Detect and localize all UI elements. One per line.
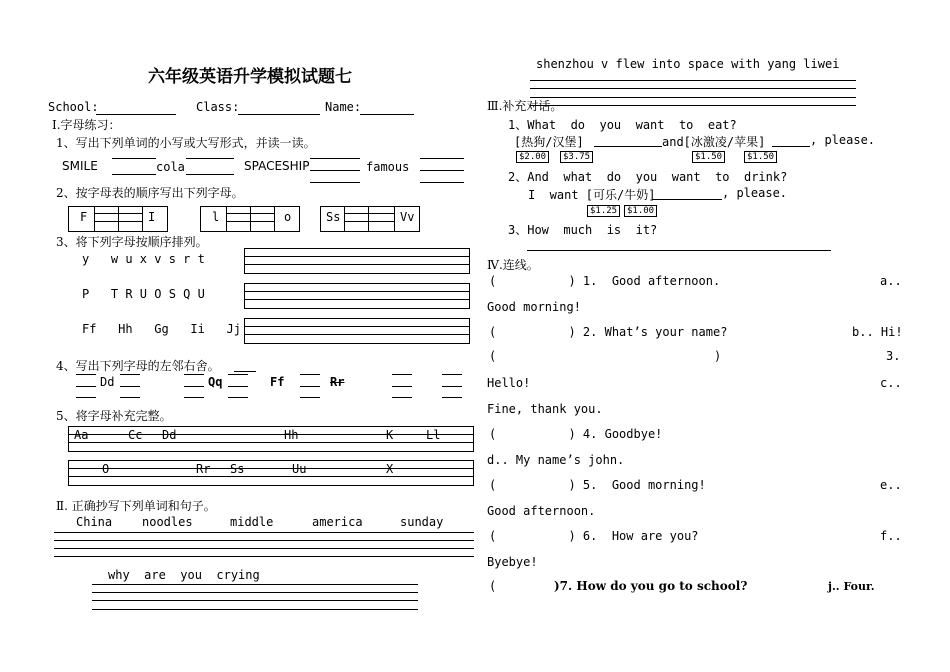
q4-blank[interactable] [392, 397, 412, 398]
section-3-heading: Ⅲ.补充对话。 [487, 99, 563, 113]
q4-blank[interactable] [184, 374, 204, 375]
q4-letter-ff: Ff [270, 375, 285, 389]
q1-blank-1a[interactable] [112, 158, 156, 159]
q4-blank[interactable] [120, 374, 140, 375]
q5-letter: Hh [284, 428, 299, 442]
q2-box-1-end: I [148, 210, 156, 224]
copy-line[interactable] [54, 548, 474, 549]
q1-blank-4c[interactable] [420, 182, 464, 183]
q2-divider [250, 206, 251, 231]
match-item-6: ( ) 6. How are you? [489, 529, 699, 543]
copy-line[interactable] [54, 556, 474, 557]
match-text: Good morning! [487, 300, 581, 314]
price-tag: $3.75 [560, 151, 593, 163]
q1-word-cola: cola [156, 160, 185, 174]
q5-letter: Rr [196, 462, 211, 476]
q4-blank[interactable] [184, 397, 204, 398]
match-text: Hello! [487, 376, 531, 390]
q1-word-smile: SMILE [62, 159, 98, 173]
copy-line[interactable] [92, 609, 418, 610]
copy-line[interactable] [530, 105, 856, 106]
q1-blank-3c[interactable] [310, 182, 360, 183]
q5-letter: Aa [74, 428, 89, 442]
copy-line[interactable] [92, 592, 418, 593]
q4-blank[interactable] [300, 397, 320, 398]
q4-blank[interactable] [392, 386, 412, 387]
q4-blank[interactable] [120, 397, 140, 398]
q5-letter: K [386, 428, 394, 442]
q1-blank-2a[interactable] [186, 158, 234, 159]
dialog-blank[interactable] [527, 250, 831, 251]
q2-divider [118, 206, 119, 231]
q2-box-2-start: l [212, 210, 220, 224]
q5-letter: Cc [128, 428, 143, 442]
q1-instruction: 1、写出下列单词的小写或大写形式，并读一读。 [56, 136, 316, 150]
q3-box-3[interactable] [244, 318, 470, 344]
q5-letter: Uu [292, 462, 307, 476]
match-text: Byebye! [487, 555, 538, 569]
copy-sentence-right: shenzhou v flew into space with yang liwei [536, 57, 840, 71]
q1-blank-1b[interactable] [112, 174, 156, 175]
q5-guide [68, 468, 473, 469]
q1-word-famous: famous [366, 160, 410, 174]
q3-row-2: P T R U O S Q U [82, 287, 205, 301]
match-option-a: a.. [880, 274, 902, 288]
match-item-5: ( ) 5. Good morning! [489, 478, 706, 492]
copy-line[interactable] [92, 600, 418, 601]
section-4-heading: Ⅳ.连线。 [487, 258, 539, 272]
q4-blank[interactable] [442, 397, 462, 398]
copy-word: noodles [142, 515, 193, 529]
q4-blank[interactable] [228, 397, 248, 398]
price-tag: $1.00 [624, 205, 657, 217]
q4-letter-qq: Qq [208, 375, 223, 389]
q5-letter: O [102, 462, 110, 476]
q2-divider [344, 206, 345, 231]
q4-blank[interactable] [300, 386, 320, 387]
dialog-q3: 3、How much is it? [508, 223, 658, 237]
q4-blank[interactable] [228, 386, 248, 387]
name-blank[interactable] [360, 114, 414, 115]
copy-sentence: why are you crying [108, 568, 260, 582]
copy-line[interactable] [54, 532, 474, 533]
q2-guide [94, 213, 142, 214]
q1-blank-3b[interactable] [310, 170, 360, 171]
match-item-3-num: 3. [886, 349, 901, 363]
match-text: Good afternoon. [487, 504, 596, 518]
dialog-q2-end: , please. [722, 186, 788, 200]
copy-line[interactable] [54, 540, 474, 541]
match-option-f: f.. [880, 529, 902, 543]
q5-guide [68, 476, 473, 477]
q2-instruction: 2、按字母表的顺序写出下列字母。 [56, 186, 244, 200]
q2-box-1-start: F [80, 210, 88, 224]
price-tag: $1.50 [692, 151, 725, 163]
copy-line[interactable] [530, 80, 856, 81]
dialog-blank[interactable] [652, 199, 722, 200]
q4-blank[interactable] [392, 374, 412, 375]
copy-word: america [312, 515, 363, 529]
page-title: 六年级英语升学模拟试题七 [148, 67, 352, 87]
match-item-7-open: ( [489, 579, 497, 593]
q4-blank[interactable] [228, 374, 248, 375]
q2-guide [226, 221, 274, 222]
q4-blank[interactable] [442, 386, 462, 387]
match-item-3-close: ) [714, 349, 722, 363]
q3-guide [244, 299, 469, 300]
price-tag: $1.25 [587, 205, 620, 217]
q4-blank[interactable] [442, 374, 462, 375]
q2-box-3-end: Vv [400, 210, 415, 224]
price-tag: $1.50 [744, 151, 777, 163]
q4-letter-dd: Dd [100, 375, 115, 389]
dialog-q1-option-a: [热狗/汉堡] [514, 135, 584, 149]
q4-blank[interactable] [76, 374, 96, 375]
q3-guide [244, 256, 469, 257]
q4-instruction: 4、写出下列字母的左邻右舍。 [56, 359, 220, 373]
q5-letter: Ll [426, 428, 441, 442]
q4-blank[interactable] [76, 386, 96, 387]
dialog-q2-option: I want [可乐/牛奶] [528, 188, 656, 202]
q2-guide [226, 213, 274, 214]
match-option-c: c.. [880, 376, 902, 390]
q2-divider [226, 206, 227, 231]
dialog-q1-end: , please. [810, 133, 876, 147]
match-option-b: b.. Hi! [852, 325, 903, 339]
q2-guide [94, 221, 142, 222]
q1-blank-4b[interactable] [420, 170, 464, 171]
q3-guide [244, 326, 469, 327]
match-option-j: j.. Four. [828, 580, 875, 593]
school-label: School: [48, 100, 99, 114]
dialog-q1-option-b: and[冰激凌/苹果] [662, 135, 766, 149]
q2-divider [274, 206, 275, 231]
match-item-4: ( ) 4. Goodbye! [489, 427, 663, 441]
dialog-blank[interactable] [594, 146, 662, 147]
match-option-e: e.. [880, 478, 902, 492]
match-item-3-open: ( [489, 349, 497, 363]
copy-word: sunday [400, 515, 444, 529]
q2-divider [142, 206, 143, 231]
q1-blank-2b[interactable] [186, 174, 234, 175]
q1-blank-3a[interactable] [310, 158, 360, 159]
dialog-q2: 2、And what do you want to drink? [508, 170, 788, 184]
dialog-q1: 1、What do you want to eat? [508, 118, 737, 132]
copy-word: middle [230, 515, 274, 529]
section-2-heading: Ⅱ. 正确抄写下列单词和句子。 [56, 499, 216, 513]
q1-word-spaceship: SPACESHIP [244, 159, 310, 173]
q2-divider [368, 206, 369, 231]
match-item-7: )7. How do you go to school? [554, 579, 748, 593]
name-label: Name: [325, 100, 362, 114]
q3-guide [244, 334, 469, 335]
match-option-d: d.. My name’s john. [487, 453, 625, 467]
q5-box-2[interactable] [68, 460, 474, 486]
q5-guide [68, 442, 473, 443]
match-item-1: ( ) 1. Good afternoon. [489, 274, 721, 288]
class-blank[interactable] [238, 114, 320, 115]
q3-row-3: Ff Hh Gg Ii Jj [82, 322, 241, 336]
q5-letter: Ss [230, 462, 245, 476]
copy-line[interactable] [92, 584, 418, 585]
match-text: Fine, thank you. [487, 402, 603, 416]
q3-box-2[interactable] [244, 283, 470, 309]
school-blank[interactable] [96, 114, 176, 115]
q4-blank[interactable] [120, 386, 140, 387]
q3-row-1: y w u x v s r t [82, 252, 205, 266]
q3-guide [244, 291, 469, 292]
q2-box-2-end: o [284, 210, 292, 224]
copy-line[interactable] [530, 88, 856, 89]
q2-divider [94, 206, 95, 231]
q5-instruction: 5、将字母补充完整。 [56, 409, 172, 423]
match-item-2: ( ) 2. What’s your name? [489, 325, 728, 339]
q4-blank[interactable] [76, 397, 96, 398]
q5-letter: Dd [162, 428, 177, 442]
q3-instruction: 3、将下列字母按顺序排列。 [56, 235, 208, 249]
q1-blank-4a[interactable] [420, 158, 464, 159]
q4-blank[interactable] [184, 386, 204, 387]
copy-line[interactable] [530, 97, 856, 98]
q2-box-3-start: Ss [326, 210, 341, 224]
q5-letter: X [386, 462, 394, 476]
q3-guide [244, 264, 469, 265]
q4-blank[interactable] [234, 371, 256, 372]
q2-divider [394, 206, 395, 231]
q2-guide [344, 221, 394, 222]
class-label: Class: [196, 100, 240, 114]
price-tag: $2.00 [516, 151, 549, 163]
q4-letter-rr: Rr [330, 375, 345, 389]
dialog-blank[interactable] [772, 146, 810, 147]
copy-word: China [76, 515, 113, 529]
q4-blank[interactable] [300, 374, 320, 375]
section-1-heading: Ⅰ.字母练习： [52, 118, 121, 132]
q2-guide [344, 213, 394, 214]
q3-box-1[interactable] [244, 248, 470, 274]
